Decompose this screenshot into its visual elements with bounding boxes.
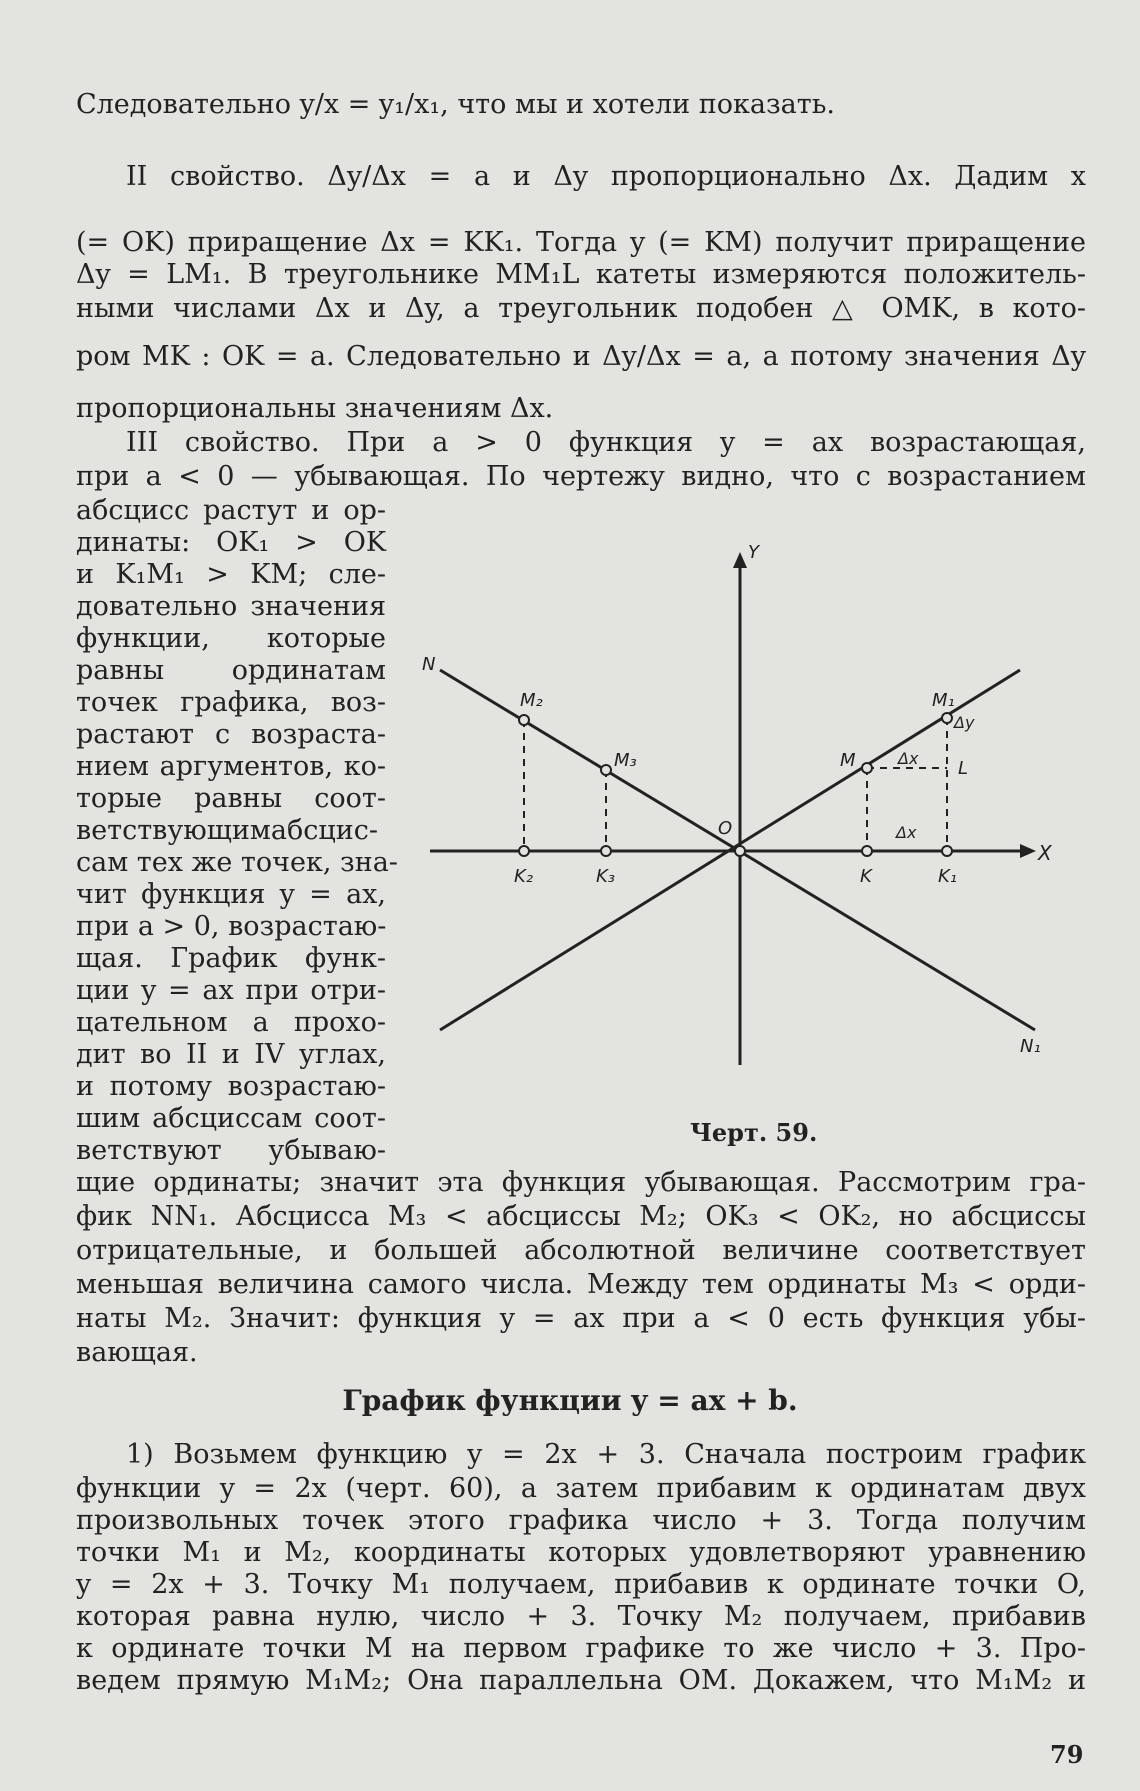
- x-axis-arrow: [1020, 844, 1036, 858]
- text-line: произвольных точек этого графика число + 3. Тогда получим: [76, 1505, 1086, 1536]
- point-m1: [942, 713, 952, 723]
- label-k3: K₃: [596, 866, 616, 887]
- text-line: торые равны соот-: [76, 783, 386, 814]
- text-line: 1) Возьмем функцию y = 2x + 3. Сначала построим график: [126, 1439, 1086, 1470]
- text-line: ции y = ax при отри-: [76, 975, 386, 1006]
- text-line: цательном a прохо-: [76, 1007, 386, 1038]
- text-line: наты M₂. Значит: функция y = ax при a < 0 есть функция убы-: [76, 1303, 1086, 1334]
- label-dy: Δy: [954, 713, 975, 732]
- page-number: 79: [1050, 1740, 1084, 1769]
- label-k1: K₁: [938, 866, 958, 887]
- label-m3: M₃: [614, 750, 637, 771]
- text-line: растают с возраста-: [76, 719, 386, 750]
- text-line: ветствующимабсцис-: [76, 815, 378, 846]
- text-line: довательно значения: [76, 591, 386, 622]
- graph-figure: [420, 540, 1060, 1080]
- text-line: и K₁M₁ > KM; сле-: [76, 559, 386, 590]
- text-line: Следовательно y/x = y₁/x₁, что мы и хотели показать.: [76, 89, 835, 120]
- point-k3: [601, 846, 611, 856]
- text-line: отрицательные, и большей абсолютной величине соответствует: [76, 1235, 1086, 1266]
- text-line: при a > 0, возрастаю-: [76, 911, 387, 942]
- y-axis-arrow: [733, 552, 747, 568]
- label-m: M: [840, 750, 856, 771]
- label-k2: K₂: [514, 866, 534, 887]
- text-line: III свойство. При a > 0 функция y = ax возрастающая,: [126, 427, 1086, 458]
- text-line: меньшая величина самого числа. Между тем ординаты M₃ < орди-: [76, 1269, 1086, 1300]
- text-line: Δy = LM₁. В треугольнике MM₁L катеты измеряются положитель-: [76, 259, 1086, 290]
- label-dx-top: Δx: [898, 749, 919, 768]
- label-dx-bottom: Δx: [896, 823, 917, 842]
- point-m: [862, 763, 872, 773]
- label-y-axis: Y: [748, 542, 759, 563]
- text-line: щая. График функ-: [76, 943, 386, 974]
- text-line: и потому возрастаю-: [76, 1071, 386, 1102]
- label-n: N: [422, 654, 436, 675]
- text-line: щие ординаты; значит эта функция убывающая. Рассмотрим гра-: [76, 1167, 1086, 1198]
- text-line: ведем прямую M₁M₂; Она параллельна OM. Докажем, что M₁M₂ и: [76, 1665, 1086, 1696]
- text-line: (= OK) приращение Δx = KK₁. Тогда y (= KM) получит приращение: [76, 227, 1086, 258]
- label-m2: M₂: [520, 690, 543, 711]
- text-line: чит функция y = ax,: [76, 879, 386, 910]
- text-line: пропорциональны значениям Δx.: [76, 393, 554, 424]
- text-line: динаты: OK₁ > OK: [76, 527, 386, 558]
- text-line: которая равна нулю, число + 3. Точку M₂ получаем, прибавив: [76, 1601, 1086, 1632]
- text-line: вающая.: [76, 1337, 198, 1368]
- text-line: дит во II и IV углах,: [76, 1039, 386, 1070]
- label-n1: N₁: [1020, 1036, 1041, 1057]
- point-k1: [942, 846, 952, 856]
- text-line: точек графика, воз-: [76, 687, 386, 718]
- figure-caption: Черт. 59.: [690, 1118, 818, 1147]
- point-m3: [601, 765, 611, 775]
- label-l: L: [958, 758, 969, 779]
- point-origin: [735, 846, 745, 856]
- text-line: II свойство. Δy/Δx = a и Δy пропорционально Δx. Дадим x: [126, 161, 1086, 192]
- text-line: к ординате точки M на первом графике то же число + 3. Про-: [76, 1633, 1086, 1664]
- section-heading: График функции y = ax + b.: [342, 1384, 798, 1417]
- text-line: ветствуют убываю-: [76, 1135, 386, 1166]
- label-origin: O: [718, 818, 733, 839]
- text-line: фик NN₁. Абсцисса M₃ < абсциссы M₂; OK₃ < OK₂, но абсциссы: [76, 1201, 1086, 1232]
- text-line: равны ординатам: [76, 655, 386, 686]
- text-line: y = 2x + 3. Точку M₁ получаем, прибавив к ординате точки O,: [76, 1569, 1086, 1600]
- point-k: [862, 846, 872, 856]
- text-line: шим абсциссам соот-: [76, 1103, 386, 1134]
- text-line: сам тех же точек, зна-: [76, 847, 398, 878]
- text-line: ными числами Δx и Δy, а треугольник подобен △ OMK, в кото-: [76, 293, 1086, 324]
- text-line: при a < 0 — убывающая. По чертежу видно, что с возрастанием: [76, 461, 1086, 492]
- label-m1: M₁: [932, 690, 955, 711]
- label-k: K: [860, 866, 872, 887]
- text-line: абсцисс растут и ор-: [76, 495, 386, 526]
- point-k2: [519, 846, 529, 856]
- text-line: нием аргументов, ко-: [76, 751, 386, 782]
- text-line: функции, которые: [76, 623, 386, 654]
- text-line: ром MK : OK = a. Следовательно и Δy/Δx = a, а потому значения Δy: [76, 341, 1086, 372]
- text-line: функции y = 2x (черт. 60), а затем прибавим к ординатам двух: [76, 1473, 1086, 1504]
- label-x-axis: X: [1038, 841, 1052, 865]
- text-line: точки M₁ и M₂, координаты которых удовлетворяют уравнению: [76, 1537, 1086, 1568]
- point-m2: [519, 715, 529, 725]
